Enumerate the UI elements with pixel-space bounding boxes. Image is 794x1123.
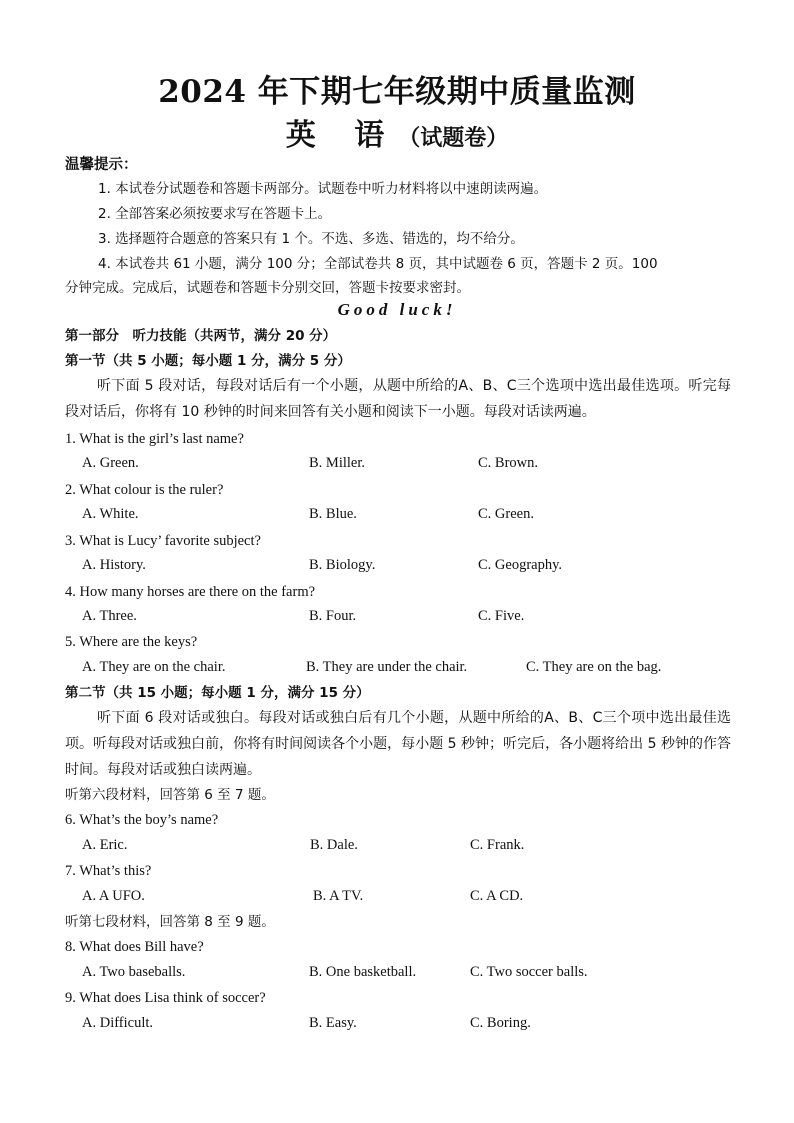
paper-type: （试题卷） — [398, 125, 509, 151]
tips-heading: 温馨提示： — [65, 157, 138, 173]
tip-1: 1. 本试卷分试题卷和答题卡两部分。试题卷中听力材料将以中速朗读两遍。 — [98, 181, 548, 197]
question-8: 8. What does Bill have? — [65, 939, 204, 955]
exam-title: 2024 年下期七年级期中质量监测 — [158, 74, 636, 110]
section2-heading: 第二节（共 15 小题；每小题 1 分，满分 15 分） — [65, 685, 370, 701]
q7-option-a: A. A UFO. — [82, 888, 145, 904]
q8-option-a: A. Two baseballs. — [82, 964, 186, 980]
tip-4-cont: 分钟完成。完成后，试题卷和答题卡分别交回，答题卡按要求密封。 — [65, 280, 470, 296]
question-3: 3. What is Lucy’ favorite subject? — [65, 533, 261, 549]
question-6: 6. What’s the boy’s name? — [65, 812, 219, 828]
q2-option-a: A. White. — [82, 506, 139, 522]
question-7: 7. What’s this? — [65, 863, 152, 879]
q3-option-b: B. Biology. — [309, 557, 376, 573]
q4-option-b: B. Four. — [309, 608, 357, 624]
q6-option-c: C. Frank. — [470, 837, 525, 853]
tip-4: 4. 本试卷共 61 小题，满分 100 分；全部试卷共 8 页，其中试题卷 6 页，答题卡 2 页。100 — [98, 256, 658, 272]
question-5: 5. Where are the keys? — [65, 634, 198, 650]
part1-heading: 第一部分 听力技能（共两节，满分 20 分） — [65, 328, 337, 344]
question-9: 9. What does Lisa think of soccer? — [65, 990, 266, 1006]
q1-option-c: C. Brown. — [478, 455, 539, 471]
q6-option-b: B. Dale. — [310, 837, 358, 853]
q4-option-a: A. Three. — [82, 608, 137, 624]
tip-3: 3. 选择题符合题意的答案只有 1 个。不选、多选、错选的，均不给分。 — [98, 231, 524, 247]
material-6-instruction: 听第六段材料，回答第 6 至 7 题。 — [65, 787, 275, 803]
q7-option-b: B. A TV. — [313, 888, 364, 904]
q7-option-c: C. A CD. — [470, 888, 524, 904]
section2-instructions: 听下面 6 段对话或独白。每段对话或独白后有几个小题，从题中所给的A、B、C三个项中选出最佳选项。听每段对话或独白前，你将有时间阅读各个小题，每小题 5 秒钟；听完后，各小题将给出 5 秒钟的作答时间。每段对话或独白读两遍。 — [65, 710, 731, 778]
q3-option-a: A. History. — [82, 557, 146, 573]
q5-option-a: A. They are on the chair. — [82, 659, 226, 675]
q4-option-c: C. Five. — [478, 608, 525, 624]
q5-option-b: B. They are under the chair. — [306, 659, 468, 675]
question-1: 1. What is the girl’s last name? — [65, 431, 244, 447]
subject-title — [0, 110, 794, 154]
q2-option-b: B. Blue. — [309, 506, 357, 522]
section1-heading: 第一节（共 5 小题；每小题 1 分，满分 5 分） — [65, 353, 351, 369]
q8-option-c: C. Two soccer balls. — [470, 964, 588, 980]
q1-option-a: A. Green. — [82, 455, 139, 471]
section1-instructions: 听下面 5 段对话，每段对话后有一个小题，从题中所给的A、B、C三个选项中选出最佳选项。听完每段对话后，你将有 10 秒钟的时间来回答有关小题和阅读下一小题。每段对话读两遍。 — [65, 378, 731, 420]
q2-option-c: C. Green. — [478, 506, 534, 522]
q9-option-a: A. Difficult. — [82, 1015, 154, 1031]
q3-option-c: C. Geography. — [478, 557, 563, 573]
q9-option-c: C. Boring. — [470, 1015, 531, 1031]
subject-name: 英 语 — [285, 118, 399, 153]
q1-option-b: B. Miller. — [309, 455, 365, 471]
good-luck: Good luck! — [337, 300, 457, 319]
tip-2: 2. 全部答案必须按要求写在答题卡上。 — [98, 206, 332, 222]
q8-option-b: B. One basketball. — [309, 964, 417, 980]
question-2: 2. What colour is the ruler? — [65, 482, 224, 498]
q9-option-b: B. Easy. — [309, 1015, 357, 1031]
q5-option-c: C. They are on the bag. — [526, 659, 662, 675]
question-4: 4. How many horses are there on the farm? — [65, 584, 316, 600]
material-7-instruction: 听第七段材料，回答第 8 至 9 题。 — [65, 914, 275, 930]
q6-option-a: A. Eric. — [82, 837, 128, 853]
